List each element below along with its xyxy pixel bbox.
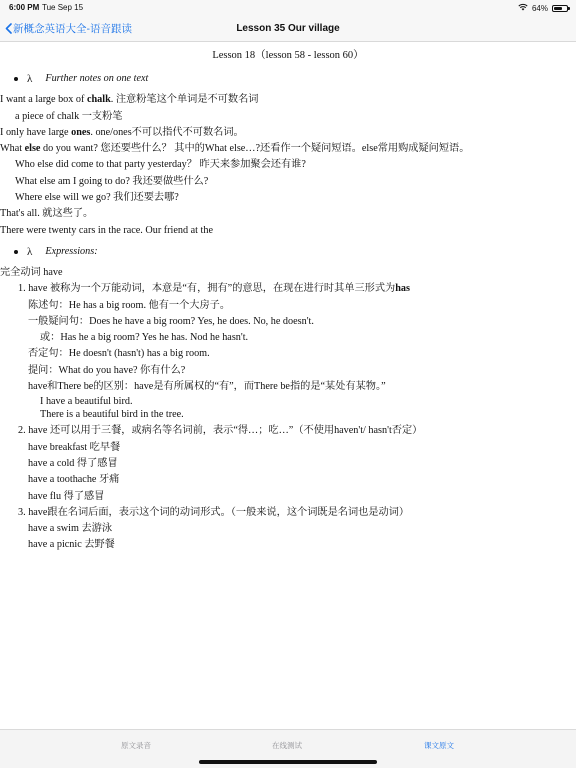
- status-date: Tue Sep 15: [42, 3, 84, 12]
- text-line: 完全动词 have: [0, 266, 63, 278]
- bullet-dot-icon: [14, 77, 18, 81]
- text-line: What else do you want? 您还要些什么？ 其中的What else…?还看作一个疑问短语。else常用购成疑问短语。: [0, 143, 470, 155]
- text-line: What else am I going to do? 我还要做些什么?: [15, 175, 209, 187]
- bullet-dot-icon: [14, 250, 18, 254]
- text-line: have a cold 得了感冒: [28, 457, 118, 469]
- text-line: 一般疑问句：Does he have a big room? Yes, he does. No, he doesn't.: [28, 315, 314, 327]
- text-line: have breakfast 吃早餐: [28, 441, 121, 453]
- text-line: Where else will we go? 我们还要去哪?: [15, 192, 179, 204]
- list-item: 3. have跟在名词后面，表示这个词的动词形式。（一般来说，这个词既是名词也是动词）: [18, 506, 410, 518]
- tab-original-text[interactable]: 课文原文: [424, 741, 454, 750]
- text-line: 否定句：He doesn't (hasn't) has a big room.: [28, 348, 210, 360]
- status-right: [518, 3, 568, 13]
- text-line: have和There be的区别：have是有所属权的“有”，而There be指的是“某处有某物。”: [28, 381, 386, 393]
- text-line: That's all. 就这些了。: [0, 208, 94, 220]
- tab-recording[interactable]: 原文录音: [121, 741, 151, 750]
- lambda-symbol: λ: [27, 245, 33, 258]
- text-line: have flu 得了感冒: [28, 490, 105, 502]
- text-line: There is a beautiful bird in the tree.: [40, 409, 184, 421]
- navigation-bar: [0, 16, 576, 42]
- text-line: Who else did come to that party yesterday？ 昨天来参加聚会还有谁?: [15, 159, 306, 171]
- status-bar: [0, 0, 576, 16]
- text-line: I want a large box of chalk. 注意粉笔这个单词是不可数名词: [0, 94, 259, 106]
- home-indicator[interactable]: [199, 760, 377, 764]
- list-item: 2. have 还可以用于三餐，或病名等名词前，表示“得…；吃…”（不使用haven't/ hasn't否定）: [18, 425, 423, 437]
- section-title: Expressions:: [45, 245, 98, 257]
- section-expressions: [14, 243, 576, 261]
- lesson-content[interactable]: [0, 42, 576, 730]
- wifi-icon: [518, 3, 528, 13]
- tab-bar: [0, 729, 576, 768]
- tab-online-test[interactable]: 在线测试: [272, 741, 302, 750]
- battery-percent: 64%: [531, 3, 548, 13]
- list-item: 1. have 被称为一个万能动词，本意是“有，拥有”的意思，在现在进行时其单三形式为has: [18, 283, 410, 295]
- text-line: have a picnic 去野餐: [28, 539, 115, 551]
- text-line: 陈述句：He has a big room. 他有一个大房子。: [28, 299, 231, 311]
- text-line: I have a beautiful bird.: [40, 396, 133, 408]
- back-button-label: 新概念英语大全-语音跟读: [13, 23, 132, 35]
- text-line: have a swim 去游泳: [28, 523, 113, 535]
- lesson-heading: Lesson 18（lesson 58 - lesson 60）: [212, 50, 364, 61]
- battery-icon: [552, 5, 568, 12]
- text-line: 或：Has he a big room? Yes he has. Nod he hasn't.: [40, 332, 249, 344]
- page-title: Lesson 35 Our village: [236, 23, 340, 34]
- lambda-symbol: λ: [27, 73, 33, 86]
- text-line: There were twenty cars in the race. Our friend at the: [0, 224, 213, 236]
- text-line: 提问：What do you have? 你有什么?: [28, 364, 186, 376]
- status-time: 6:00 PM: [9, 3, 40, 12]
- section-further-notes: [14, 70, 576, 88]
- text-line: a piece of chalk 一支粉笔: [15, 110, 123, 122]
- section-title: Further notes on one text: [45, 73, 149, 85]
- text-line: have a toothache 牙痛: [28, 474, 120, 486]
- text-line: I only have large ones. one/ones不可以指代不可数名词。: [0, 126, 244, 138]
